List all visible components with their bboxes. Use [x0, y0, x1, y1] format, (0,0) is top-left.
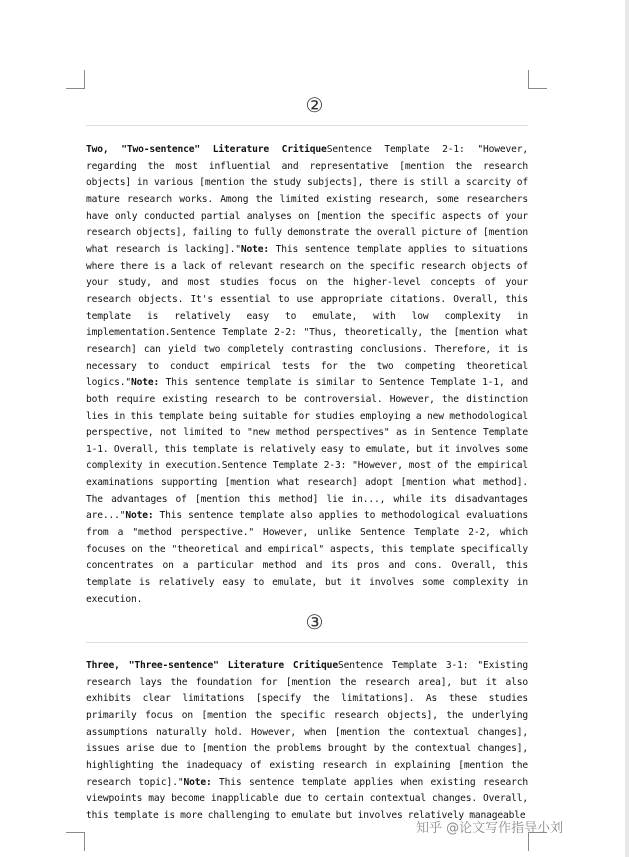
paragraph-section-3 — [86, 658, 528, 825]
crop-mark-top-right — [528, 70, 547, 89]
watermark: 知乎 @论文写作指导小刘 — [416, 821, 564, 836]
paragraph-section-2 — [86, 142, 528, 608]
section-number: ③ — [305, 610, 324, 634]
note-text: This sentence template also applies to methodological evaluations from a "method perspective." However, unlike Sentence Template 2-2, which focuses on the "theoretical and empirical" aspects, this template specifically concentrates on a particular method and its pros and cons. Overall, this template is relatively easy to emulate, but it involves some complexity in execution. — [86, 510, 528, 605]
section-divider — [86, 125, 528, 126]
note-label: Note: — [131, 377, 160, 389]
note-label: Note: — [125, 510, 154, 522]
section-heading: Three, "Three-sentence" Literature Critique — [86, 660, 338, 671]
section-heading: Two, "Two-sentence" Literature Critique — [86, 144, 327, 155]
note-text: This sentence template is similar to Sentence Template 1-1, and both require existing research to be controversial. However, the distinction lies in this template being suitable for studies employing a new methodological perspective, not limited to "new method perspectives" as in Sentence Template 1-1. Overall, this template is relatively easy to emulate, but it involves some complexity in execution.Sentence Template 2-3: "However, most of the empirical examinations supporting [mention what research] adopt [mention what method]. The advantages of [mention this method] lie in..., while its disadvantages are..." — [86, 377, 528, 522]
note-label: Note: — [183, 776, 212, 788]
note-text: This sentence template applies when existing research viewpoints may become inapplicable due to certain contextual changes. Overall, this template is more challenging to emulate but involves relatively manageable — [86, 776, 528, 821]
page-edge — [625, 0, 629, 857]
template-text: Sentence Template 3-1: "Existing research lays the foundation for [mention the research area], but it also exhibits clear limitations [specify the limitations]. As these studies primarily focus on [mention the specific research objects], the underlying assumptions naturally hold. However, when [mention the contextual changes], issues arise due to [mention the problems brought by the contextual changes], highlighting the inadequacy of existing research in explaining [mention the research topic]." — [86, 660, 529, 788]
template-text: Sentence Template 2-1: "However, regarding the most influential and representative [mention the research objects] in various [mention the study subjects], there is still a scarcity of mature research works. Among the limited existing research, some researchers have only conducted partial analyses on [mention the specific aspects of your research objects], failing to fully demonstrate the overall picture of [mention what research is lacking]." — [86, 144, 528, 255]
note-text: This sentence template applies to situations where there is a lack of relevant research on the specific research objects of your study, and most studies focus on the higher-level concepts of your research objects. It's essential to use appropriate citations. Overall, this template is relatively easy to emulate, with low complexity in implementation.Sentence Template 2-2: "Thus, theoretically, the [mention what research] can yield two completely contrasting conclusions. Therefore, it is necessary to conduct empirical tests for the two competing theoretical logics." — [86, 243, 528, 389]
section-number: ② — [305, 93, 324, 117]
note-label: Note: — [240, 243, 269, 255]
section-divider — [86, 642, 528, 643]
crop-mark-top-left — [66, 70, 85, 89]
crop-mark-bottom-left — [66, 832, 85, 851]
